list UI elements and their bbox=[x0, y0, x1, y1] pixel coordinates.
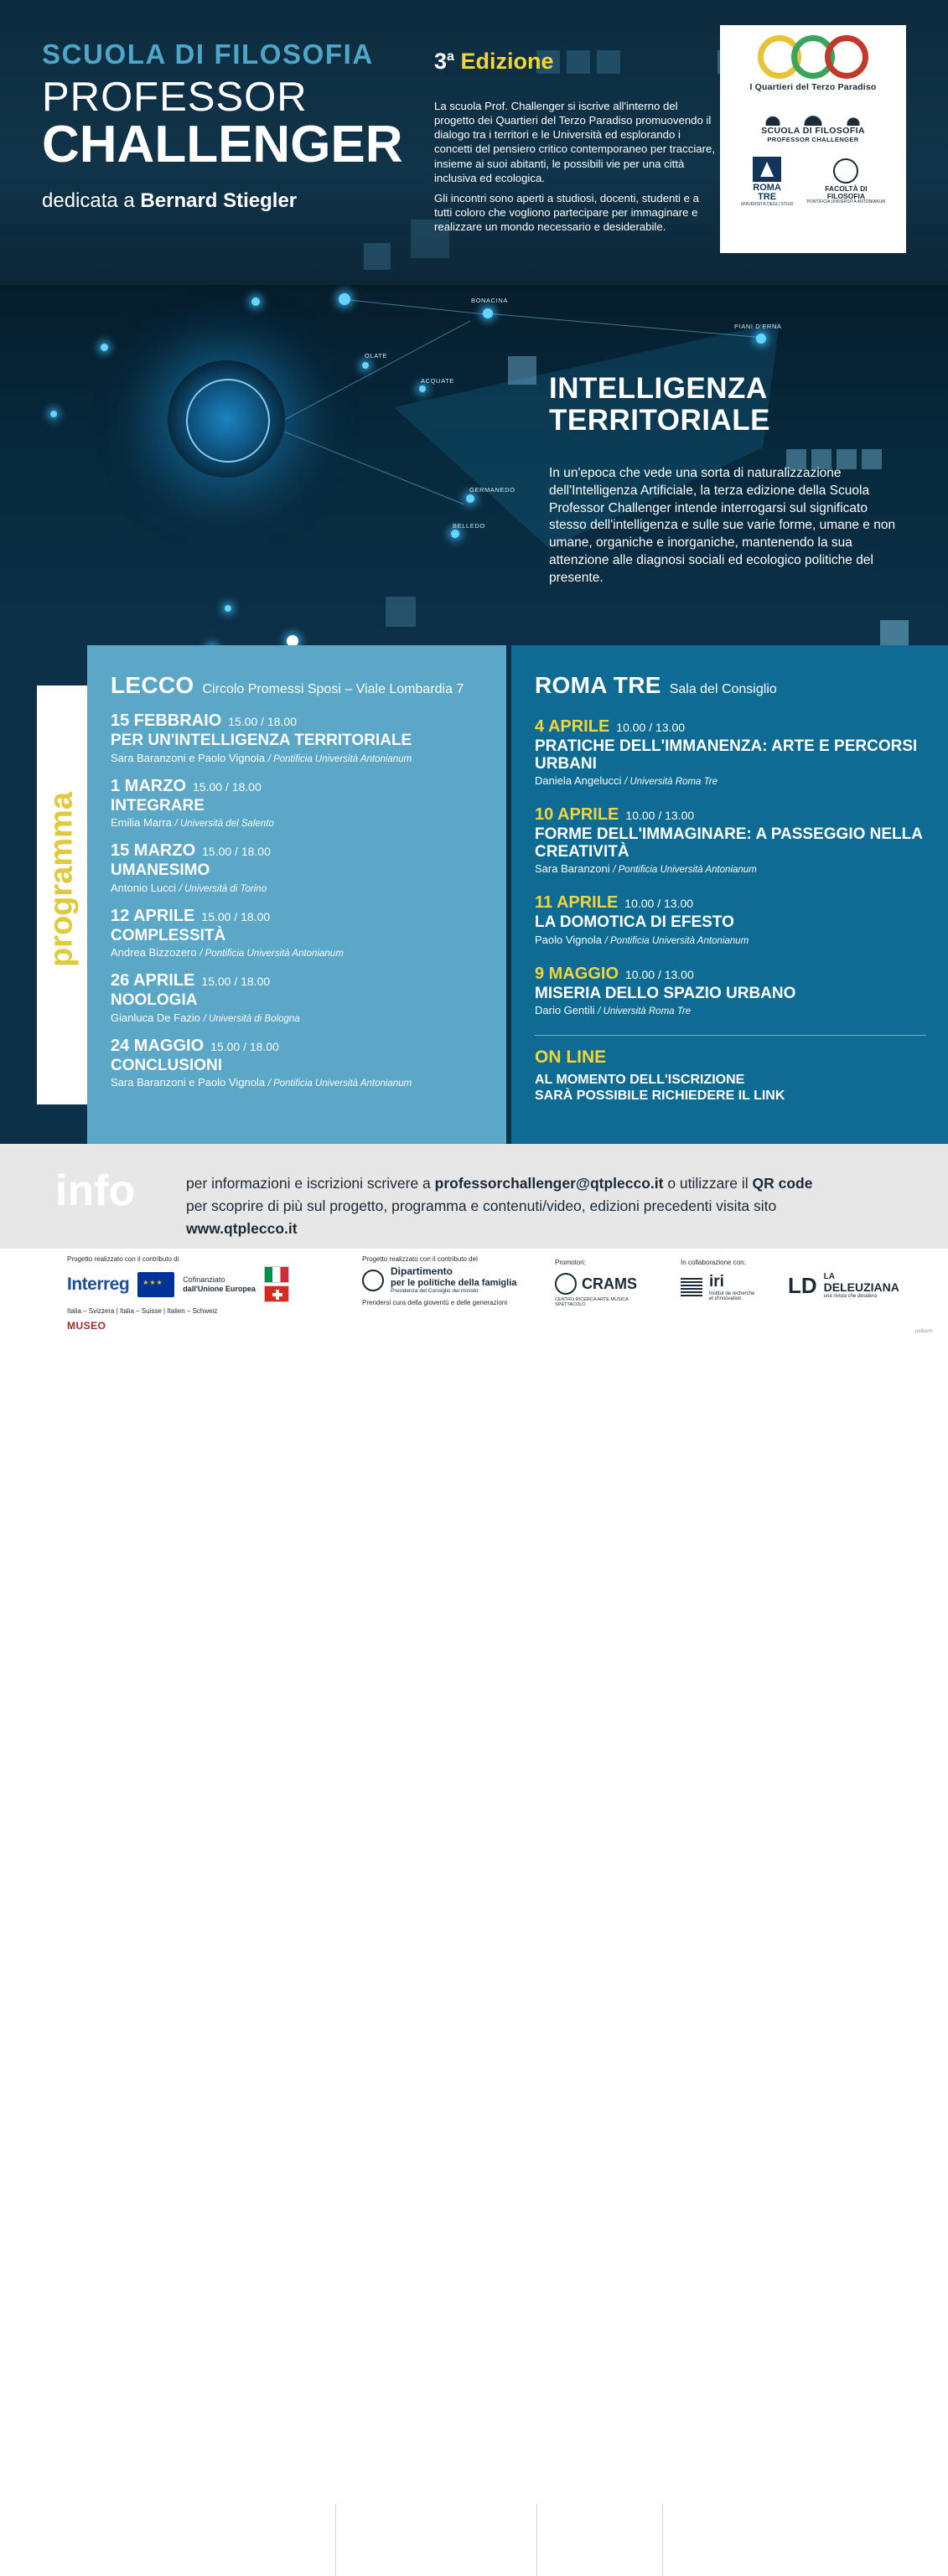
event-title: CONCLUSIONI bbox=[111, 1056, 222, 1074]
online-title: ON LINE bbox=[535, 1047, 607, 1068]
school-logo bbox=[746, 104, 880, 143]
event-date: 10 APRILE bbox=[535, 805, 619, 825]
list-item bbox=[535, 805, 926, 875]
deco-square bbox=[880, 620, 909, 645]
network-node bbox=[756, 334, 766, 344]
mountain-icon bbox=[746, 104, 880, 126]
brain-core-icon bbox=[168, 360, 285, 478]
event-title: NOOLOGIA bbox=[111, 991, 198, 1010]
divider bbox=[662, 2504, 663, 2576]
event-date: 4 APRILE bbox=[535, 717, 610, 736]
speaker-affiliation: / Pontificia Università Antonianum bbox=[267, 1079, 412, 1089]
italy-flag-icon bbox=[264, 1266, 289, 1283]
roma-city: ROMA TRE bbox=[535, 672, 661, 698]
edition-number: 3 bbox=[434, 49, 448, 74]
roma-tre-sub: UNIVERSITÀ DEGLI STUDI bbox=[740, 202, 794, 207]
lecco-panel bbox=[87, 645, 506, 1144]
roma-tre-name: ROMA bbox=[753, 183, 781, 193]
event-time: 10.00 / 13.00 bbox=[625, 809, 695, 823]
event-time: 15.00 / 18.00 bbox=[228, 715, 297, 728]
info-line-2 bbox=[186, 1195, 848, 1240]
speaker-name: Andrea Bizzozero bbox=[111, 946, 197, 960]
event-time: 15.00 / 18.00 bbox=[201, 975, 271, 989]
event-speaker bbox=[111, 882, 484, 894]
deleuziana-initials: LD bbox=[788, 1272, 817, 1298]
divider bbox=[536, 2504, 537, 2576]
logo-card bbox=[720, 25, 906, 253]
event-time: 10.00 / 13.00 bbox=[624, 897, 694, 911]
crams-name: CRAMS bbox=[582, 1275, 637, 1292]
event-title: MISERIA DELLO SPAZIO URBANO bbox=[535, 984, 796, 1002]
event-title: COMPLESSITÀ bbox=[111, 926, 226, 944]
antonianum-logo bbox=[806, 158, 885, 204]
network-link bbox=[345, 299, 487, 315]
online-body-line2: SARÀ POSSIBILE RICHIEDERE IL LINK bbox=[535, 1088, 785, 1103]
event-date: 24 MAGGIO bbox=[111, 1036, 205, 1055]
intro-text bbox=[434, 99, 715, 240]
roma-venue: Sala del Consiglio bbox=[669, 682, 777, 696]
crest-icon bbox=[833, 158, 858, 184]
programme-tab bbox=[37, 685, 87, 1104]
intro-paragraph-1: La scuola Prof. Challenger si iscrive all'interno del progetto dei Quartieri del Terzo Paradiso promuovendo il dialogo tra i territori e le Università ed esplorando i concetti del pensiero critico contemporaneo per tracciare, insieme ai suoi abitanti, le possibili vie per una città inclusiva ed ecologica. bbox=[434, 100, 715, 184]
event-title: FORME DELL'IMMAGINARE: A PASSEGGIO NELLA CREATIVITÀ bbox=[535, 825, 923, 861]
footer-logos bbox=[0, 1249, 948, 1341]
event-speaker bbox=[111, 816, 484, 829]
speaker-name: Gianluca De Fazio bbox=[111, 1011, 200, 1024]
event-time: 15.00 / 18.00 bbox=[202, 845, 271, 859]
info-lines bbox=[186, 1172, 848, 1240]
programme-tab-label: programma bbox=[44, 791, 80, 968]
iri-mark-icon bbox=[681, 1278, 702, 1296]
map-label-bonacina: BONACINA bbox=[471, 297, 508, 304]
collab-caption: In collaborazione con: bbox=[681, 1259, 746, 1266]
speaker-name: Sara Baranzoni e Paolo Vignola bbox=[111, 1076, 266, 1089]
title-professor: PROFESSOR bbox=[42, 74, 308, 120]
eu-line2: dall'Unione Europea bbox=[183, 1284, 256, 1293]
deleuziana-block bbox=[788, 1272, 922, 1300]
info-email[interactable]: professorchallenger@qtplecco.it bbox=[434, 1175, 664, 1192]
online-body bbox=[535, 1073, 926, 1104]
dip-line3: Presidenza del Consiglio dei ministri bbox=[391, 1288, 479, 1295]
event-date: 11 APRILE bbox=[535, 893, 619, 913]
network-node bbox=[101, 344, 108, 351]
theme-title-line2: TERRITORIALE bbox=[549, 403, 770, 437]
facolta-line1: FACOLTÀ DI bbox=[825, 184, 868, 194]
network-node bbox=[251, 297, 260, 306]
deleuziana-line1: LA bbox=[823, 1272, 836, 1281]
info-heading: info bbox=[55, 1166, 136, 1215]
event-date: 15 MARZO bbox=[111, 841, 196, 861]
iri-sub1: Institut de recherche bbox=[709, 1291, 755, 1296]
event-time: 15.00 / 18.00 bbox=[193, 779, 262, 794]
deco-square bbox=[567, 50, 590, 74]
republic-emblem-icon bbox=[362, 1270, 384, 1291]
event-title: UMANESIMO bbox=[111, 861, 210, 880]
theme-title bbox=[549, 373, 901, 437]
list-item bbox=[111, 907, 484, 960]
list-item bbox=[111, 1037, 484, 1089]
speaker-affiliation: / Università Roma Tre bbox=[624, 777, 717, 788]
speaker-affiliation: / Università di Bologna bbox=[203, 1013, 300, 1024]
list-item bbox=[535, 893, 926, 946]
list-item bbox=[111, 711, 484, 764]
map-label-piani-derna: PIANI D'ERNA bbox=[734, 323, 782, 330]
dip-line1: Dipartimento bbox=[391, 1265, 453, 1277]
list-item bbox=[535, 717, 926, 787]
list-item bbox=[111, 841, 484, 894]
facolta-line2: FILOSOFIA bbox=[826, 192, 866, 201]
deleuziana-line2: DELEUZIANA bbox=[823, 1280, 899, 1294]
crams-block bbox=[555, 1259, 655, 1307]
event-time: 10.00 / 13.00 bbox=[616, 721, 686, 734]
event-time: 15.00 / 18.00 bbox=[201, 909, 271, 923]
event-title: PER UN'INTELLIGENZA TERRITORIALE bbox=[111, 732, 412, 749]
info-qr-text: QR code bbox=[752, 1175, 813, 1192]
map-label-olate: OLATE bbox=[365, 352, 388, 360]
eu-line1: Cofinanziato bbox=[183, 1275, 225, 1284]
school-logo-line1: SCUOLA DI FILOSOFIA bbox=[761, 126, 865, 136]
info-band bbox=[0, 1144, 948, 1249]
dedication bbox=[42, 189, 436, 213]
roma-tre-logo bbox=[741, 157, 794, 207]
info-line1-a: per informazioni e iscrizioni scrivere a bbox=[186, 1175, 435, 1192]
lecco-header bbox=[111, 672, 484, 699]
event-time: 15.00 / 18.00 bbox=[210, 1039, 279, 1053]
school-logo-line2: PROFESSOR CHALLENGER bbox=[767, 136, 859, 143]
ring-right-icon bbox=[825, 35, 868, 79]
list-item bbox=[111, 777, 484, 830]
dipartimento-block bbox=[362, 1255, 530, 1306]
event-speaker bbox=[535, 774, 926, 787]
network-node bbox=[50, 411, 57, 417]
network-visual bbox=[0, 285, 948, 645]
online-body-line1: AL MOMENTO DELL'ISCRIZIONE bbox=[535, 1073, 745, 1088]
edition-label: Edizione bbox=[460, 49, 554, 74]
dip-caption: Progetto realizzato con il contributo del bbox=[362, 1255, 478, 1263]
network-node bbox=[225, 605, 231, 612]
deco-square bbox=[364, 243, 391, 270]
speaker-name: Dario Gentili bbox=[535, 1004, 595, 1017]
speaker-name: Sara Baranzoni bbox=[535, 862, 610, 876]
event-speaker bbox=[111, 752, 484, 764]
iri-name: iri bbox=[709, 1273, 724, 1291]
interreg-caption: Progetto realizzato con il contributo di bbox=[67, 1255, 179, 1263]
qtp-label: I Quartieri del Terzo Paradiso bbox=[749, 82, 877, 92]
dedication-name: Bernard Stiegler bbox=[140, 189, 298, 212]
event-title: PRATICHE DELL'IMMANENZA: ARTE E PERCORSI URBANI bbox=[535, 737, 918, 773]
title-block bbox=[42, 40, 436, 213]
lecco-city: LECCO bbox=[111, 672, 194, 698]
deco-square bbox=[508, 356, 536, 385]
network-node bbox=[466, 494, 474, 503]
network-node bbox=[451, 530, 459, 538]
network-node bbox=[287, 635, 298, 645]
list-item bbox=[111, 971, 484, 1024]
swiss-flag-icon bbox=[264, 1285, 289, 1302]
deco-square bbox=[597, 50, 620, 74]
speaker-name: Paolo Vignola bbox=[535, 933, 602, 946]
interreg-block bbox=[67, 1255, 319, 1332]
divider bbox=[535, 1035, 926, 1036]
edition-badge bbox=[434, 49, 553, 75]
event-speaker bbox=[111, 1076, 484, 1089]
speaker-affiliation: / Pontificia Università Antonianum bbox=[199, 949, 344, 960]
speaker-affiliation: / Pontificia Università Antonianum bbox=[613, 865, 757, 876]
info-line2-a: per scoprire di più sul progetto, programma e contenuti/video, edizioni precedenti visita sito bbox=[186, 1197, 777, 1215]
network-node bbox=[419, 385, 426, 392]
crams-mark-icon bbox=[555, 1273, 577, 1295]
divider bbox=[335, 2504, 336, 2576]
event-date: 1 MARZO bbox=[111, 776, 186, 795]
event-speaker bbox=[535, 862, 926, 875]
museo-label: MUSEO bbox=[67, 1320, 106, 1332]
iri-block bbox=[681, 1259, 790, 1301]
info-website[interactable]: www.qtplecco.it bbox=[186, 1220, 298, 1238]
speaker-affiliation: / Pontificia Università Antonianum bbox=[604, 935, 749, 946]
event-title: LA DOMOTICA DI EFESTO bbox=[535, 913, 734, 932]
interreg-name: Interreg bbox=[67, 1274, 130, 1294]
lecco-venue: Circolo Promessi Sposi – Viale Lombardia 7 bbox=[202, 682, 464, 696]
roma-header bbox=[535, 672, 926, 699]
event-date: 15 FEBBRAIO bbox=[111, 711, 222, 730]
deco-square bbox=[386, 597, 416, 627]
network-link bbox=[491, 313, 759, 338]
event-date: 12 APRILE bbox=[111, 906, 195, 925]
crams-sub: CENTRO RICERCA ARTE MUSICA SPETTACOLO bbox=[555, 1297, 629, 1307]
speaker-name: Sara Baranzoni e Paolo Vignola bbox=[111, 751, 266, 764]
event-speaker bbox=[111, 946, 484, 959]
interreg-sub: Italia – Svizzera | Italia – Suisse | Italien – Schweiz bbox=[67, 1307, 218, 1315]
event-speaker bbox=[111, 1011, 484, 1024]
dip-sub: Prendersi cura della gioventù e delle generazioni bbox=[362, 1298, 507, 1306]
deleuziana-sub: una rivista che desidera bbox=[823, 1294, 878, 1300]
map-label-belledo: BELLEDO bbox=[453, 522, 485, 530]
programme-band bbox=[0, 645, 948, 1144]
dedication-prefix: dedicata a bbox=[42, 189, 141, 212]
event-speaker bbox=[535, 934, 926, 946]
network-node bbox=[362, 362, 369, 369]
event-title: INTEGRARE bbox=[111, 796, 205, 815]
event-date: 26 APRILE bbox=[111, 971, 195, 991]
speaker-name: Antonio Lucci bbox=[111, 881, 177, 894]
theme-title-line1: INTELLIGENZA bbox=[549, 372, 768, 405]
event-speaker bbox=[535, 1004, 926, 1016]
info-line-1 bbox=[186, 1172, 848, 1195]
speaker-affiliation: / Università di Torino bbox=[179, 883, 267, 894]
theme-body: In un'epoca che vede una sorta di naturalizzazione dell'Intelligenza Artificiale, la terza edizione della Scuola Professor Challenger intende interrogarsi sul significato stesso dell'intelligenza e sulle sue varie forme, umane e non umane, organiche e inorganiche, mantenendo la sua attenzione alle diagnosi sociali ed ecologico politiche del presente. bbox=[549, 466, 896, 585]
roma-panel bbox=[511, 645, 948, 1144]
roma-tre-name2: TRE bbox=[758, 192, 777, 202]
dip-line2: per le politiche della famiglia bbox=[391, 1277, 517, 1288]
event-date: 9 MAGGIO bbox=[535, 964, 619, 983]
facolta-sub: PONTIFICIA UNIVERSITÀ ANTONIANUM bbox=[806, 199, 886, 205]
speaker-affiliation: / Università del Salento bbox=[174, 819, 274, 830]
speaker-name: Emilia Marra bbox=[111, 816, 172, 830]
iri-sub2: et d'innovation bbox=[709, 1296, 742, 1301]
title-challenger: CHALLENGER bbox=[42, 115, 403, 173]
school-line: SCUOLA DI FILOSOFIA bbox=[42, 39, 374, 70]
promotori-caption: Promotori: bbox=[555, 1259, 586, 1266]
speaker-affiliation: / Università Roma Tre bbox=[598, 1006, 692, 1017]
map-label-acquate: ACQUATE bbox=[421, 377, 454, 385]
header-band bbox=[0, 0, 948, 285]
map-label-germanedo: GERMANEDO bbox=[469, 486, 515, 494]
info-line1-b: o utilizzare il bbox=[663, 1175, 753, 1192]
speaker-name: Daniela Angelucci bbox=[535, 774, 622, 788]
edition-sup: a bbox=[447, 49, 454, 64]
speaker-affiliation: / Pontificia Università Antonianum bbox=[267, 753, 412, 764]
list-item bbox=[535, 965, 926, 1017]
event-time: 10.00 / 13.00 bbox=[625, 967, 694, 981]
terzo-paradiso-icon bbox=[720, 35, 906, 79]
intro-paragraph-2: Gli incontri sono aperti a studiosi, docenti, studenti e a tutti coloro che vogliono partecipare per immaginare e realizzare un mondo necessario e desiderabile. bbox=[434, 191, 699, 234]
eu-flag-icon bbox=[137, 1272, 174, 1297]
roma-tre-mark-icon bbox=[753, 157, 781, 182]
credit-label: pallasm bbox=[915, 1329, 933, 1334]
university-logos bbox=[720, 157, 906, 207]
